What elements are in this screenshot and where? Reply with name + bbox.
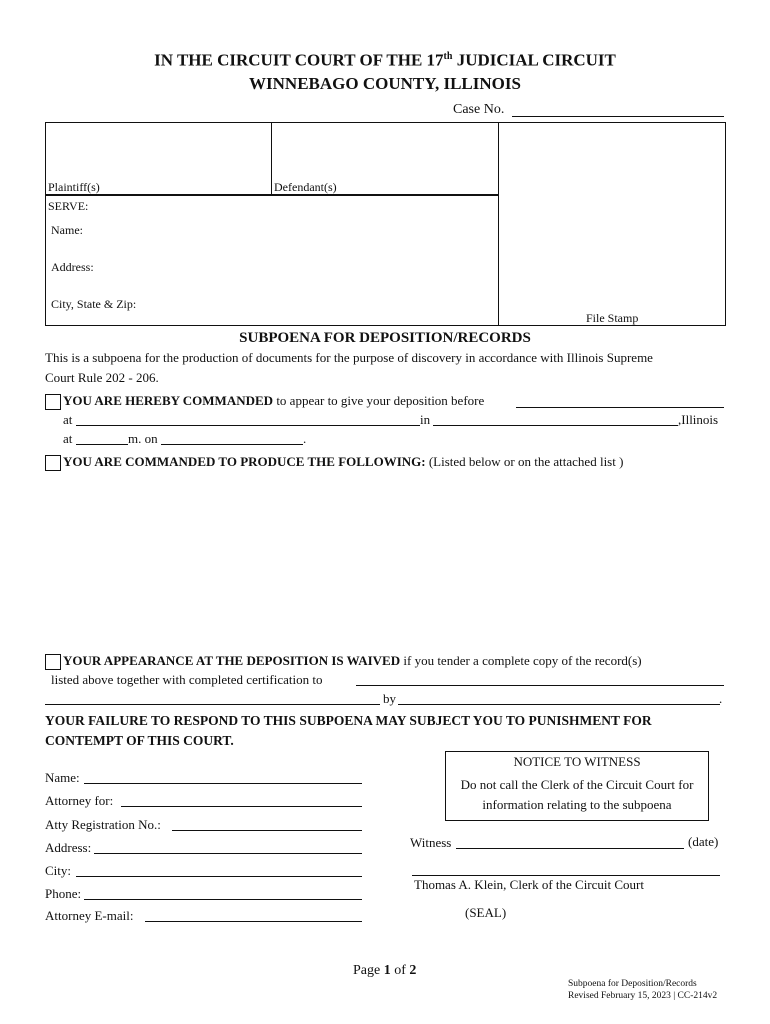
- waiver-checkbox[interactable]: [45, 654, 61, 670]
- warning-line-2: CONTEMPT OF THIS COURT.: [45, 733, 234, 748]
- case-no-field[interactable]: [512, 103, 724, 117]
- by-field[interactable]: [398, 691, 723, 706]
- seal-label: (SEAL): [465, 905, 507, 920]
- form-name: Subpoena for Deposition/Records: [568, 979, 697, 989]
- court-title: [0, 47, 770, 71]
- attorney-city-field[interactable]: [76, 863, 362, 877]
- time-field[interactable]: [76, 431, 128, 445]
- file-stamp-box: [498, 122, 726, 326]
- case-no-label: Case No.: [453, 102, 505, 117]
- atty-registration-field[interactable]: [172, 817, 362, 831]
- by-label: by: [383, 691, 396, 706]
- at-label: at: [63, 412, 73, 427]
- notice-line-2: information relating to the subpoena: [482, 797, 672, 812]
- serve-label: SERVE:: [48, 199, 89, 213]
- form-revision: Revised February 15, 2023 | CC-214v2: [568, 991, 718, 1001]
- location-field[interactable]: [76, 412, 420, 426]
- attorney-email-field[interactable]: [145, 908, 362, 922]
- page-indicator: [353, 963, 416, 979]
- page-total: 2: [409, 963, 417, 978]
- serve-name-label: Name:: [51, 223, 83, 237]
- waiver-bold: YOUR APPEARANCE AT THE DEPOSITION IS WAIVED: [63, 653, 401, 668]
- certification-to-field[interactable]: [356, 672, 724, 686]
- attorney-address-label: Address:: [45, 840, 92, 855]
- command-deposition-bold: YOU ARE HEREBY COMMANDED: [63, 393, 274, 408]
- court-title-text: IN THE CIRCUIT COURT OF THE 17: [154, 50, 444, 70]
- attorney-phone-field[interactable]: [84, 886, 362, 900]
- witness-label: Witness: [410, 835, 452, 850]
- plaintiff-label: Plaintiff(s): [48, 180, 100, 194]
- produce-list-area[interactable]: [63, 474, 723, 644]
- court-title-sup: th: [443, 51, 453, 62]
- at-time-label: at: [63, 431, 73, 446]
- attorney-city-label: City:: [45, 863, 72, 878]
- city-field[interactable]: [433, 412, 678, 426]
- intro-line-2: Court Rule 202 - 206.: [45, 370, 159, 385]
- witness-signature-field[interactable]: [456, 835, 684, 849]
- atty-registration-label: Atty Registration No.:: [45, 817, 161, 832]
- command-produce: [63, 454, 623, 470]
- attorney-for-field[interactable]: [121, 793, 362, 807]
- attorney-address-field[interactable]: [94, 840, 362, 854]
- page-of: of: [390, 963, 410, 978]
- command-deposition: [63, 393, 484, 409]
- attorney-email-label: Attorney E-mail:: [45, 908, 134, 923]
- attorney-name-label: Name:: [45, 770, 80, 785]
- clerk-signature-line: [412, 875, 720, 876]
- notice-title: NOTICE TO WITNESS: [513, 754, 641, 769]
- in-label: in: [420, 412, 431, 427]
- deposition-checkbox[interactable]: [45, 394, 61, 410]
- clerk-name: Thomas A. Klein, Clerk of the Circuit Court: [414, 877, 644, 892]
- attorney-phone-label: Phone:: [45, 886, 82, 901]
- county-title: WINNEBAGO COUNTY, ILLINOIS: [249, 74, 521, 93]
- produce-checkbox[interactable]: [45, 455, 61, 471]
- waiver-text: [63, 653, 642, 669]
- page-pre: Page: [353, 963, 384, 978]
- attorney-name-field[interactable]: [84, 770, 362, 784]
- command-period: .: [303, 431, 307, 446]
- deponent-officer-field[interactable]: [516, 394, 724, 408]
- m-on-label: m. on: [128, 431, 158, 446]
- page-number: 1: [383, 963, 391, 978]
- notice-line-1: Do not call the Clerk of the Circuit Court for: [460, 777, 694, 792]
- waiver-period: .: [719, 691, 723, 706]
- attorney-for-label: Attorney for:: [45, 793, 114, 808]
- serve-address-label: Address:: [51, 260, 94, 274]
- waiver-line-2: listed above together with completed certification to: [51, 672, 323, 687]
- certification-date-field[interactable]: [45, 691, 380, 705]
- command-deposition-text: to appear to give your deposition before: [273, 393, 485, 408]
- defendant-label: Defendant(s): [274, 180, 337, 194]
- waiver-rest: if you tender a complete copy of the record(s): [400, 653, 642, 668]
- illinois-label: ,Illinois: [678, 412, 719, 427]
- subpoena-title: SUBPOENA FOR DEPOSITION/RECORDS: [239, 330, 531, 346]
- serve-city-label: City, State & Zip:: [51, 297, 137, 311]
- file-stamp-label: File Stamp: [586, 311, 639, 325]
- command-produce-text: (Listed below or on the attached list ): [425, 454, 624, 469]
- warning-line-1: YOUR FAILURE TO RESPOND TO THIS SUBPOENA MAY SUBJECT YOU TO PUNISHMENT FOR: [45, 713, 652, 728]
- date-field[interactable]: [161, 431, 303, 445]
- intro-line-1: This is a subpoena for the production of documents for the purpose of discovery in accordance with Illinois Supreme: [45, 350, 653, 365]
- command-produce-bold: YOU ARE COMMANDED TO PRODUCE THE FOLLOWING:: [63, 454, 426, 469]
- court-title-text-end: JUDICIAL CIRCUIT: [452, 50, 616, 70]
- witness-date-label: (date): [688, 834, 719, 849]
